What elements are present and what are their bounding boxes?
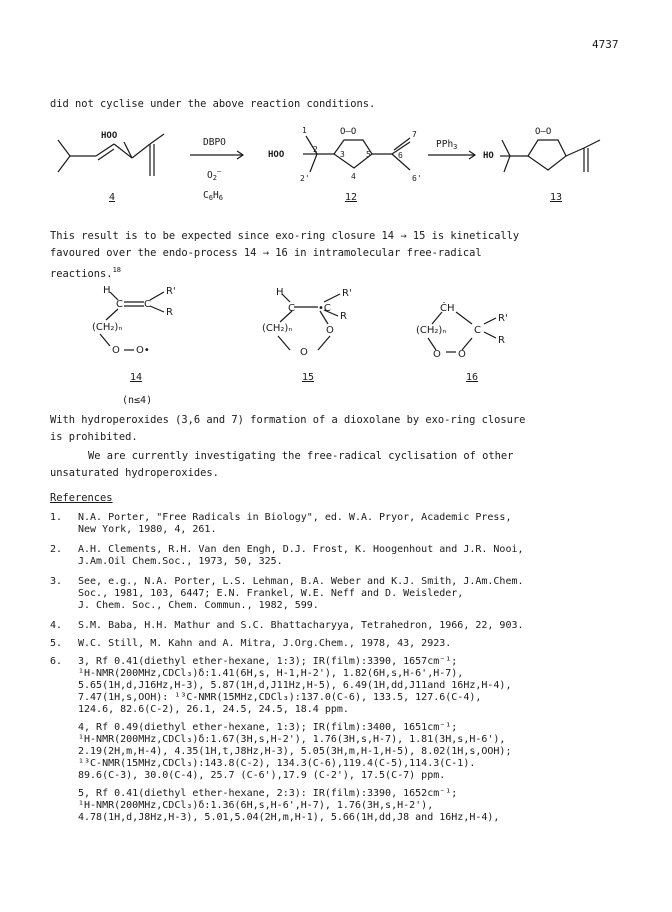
hoo-label-4: HOO <box>101 131 118 141</box>
ref-2-line2: J.Am.Oil Chem.Soc., 1973, 50, 325. <box>78 556 283 567</box>
ref-6-c-line2: ¹H-NMR(200MHz,CDCl₃)δ:1.36(6H,s,H-6',H-7), 1.76(3H,s,H-2'), <box>78 800 434 811</box>
s14-rp: R' <box>166 286 176 297</box>
s16-c: C <box>474 325 481 336</box>
s14-r: R <box>166 307 173 318</box>
position-5: 5 <box>366 150 371 159</box>
compound-label-13: 13 <box>550 192 563 203</box>
s15-r: R <box>340 311 347 322</box>
ref-3-line2: Soc., 1981, 103, 6447; E.N. Frankel, W.E. Neff and D. Weisleder, <box>78 588 464 599</box>
s14-o2: O• <box>136 345 150 356</box>
ref-1-number: 1. <box>50 512 63 523</box>
ref-6-c-line1: 5, Rf 0.41(diethyl ether-hexane, 2:3): IR(film):3390, 1652cm⁻¹; <box>78 788 458 799</box>
para2-line3: We are currently investigating the free-radical cyclisation of other <box>88 450 514 462</box>
ref-6-a-line2: ¹H-NMR(200MHz,CDCl₃)δ:1.41(6H,s, H-1,H-2'), 1.82(6H,s,H-6',H-7), <box>78 668 464 679</box>
ref-6-b-line1: 4, Rf 0.49(diethyl ether-hexane, 1:3); IR(film):3400, 1651cm⁻¹; <box>78 722 458 733</box>
para2-line1: With hydroperoxides (3,6 and 7) formation of a dioxolane by exo-ring closure <box>50 414 526 426</box>
ref-3-number: 3. <box>50 576 63 587</box>
ref-6-b-line2: ¹H-NMR(200MHz,CDCl₃)δ:1.67(3H,s,H-2'), 1.76(3H,s,H-7), 1.81(3H,s,H-6'), <box>78 734 506 745</box>
ref-2-number: 2. <box>50 544 63 555</box>
reagent-benzene: $C_6H_6$ <box>203 190 223 202</box>
compound-label-14: 14 <box>130 372 143 383</box>
ref-1-line1: N.A. Porter, "Free Radicals in Biology", ed. W.A. Pryor, Academic Press, <box>78 512 512 523</box>
s14-h: H <box>103 285 111 296</box>
page-number: 4737 <box>592 38 619 51</box>
reagent-dbpo: DBPO <box>203 137 226 148</box>
n-condition: (n≤4) <box>122 395 153 406</box>
s16-r: R <box>498 335 505 346</box>
para2-line2: is prohibited. <box>50 431 138 443</box>
hoo-label-12: HOO <box>268 150 285 160</box>
ref-3-line1: See, e.g., N.A. Porter, L.S. Lehman, B.A. Weber and K.J. Smith, J.Am.Chem. <box>78 576 524 587</box>
ref-6-c-line3: 4.78(1H,d,J8Hz,H-3), 5.01,5.04(2H,m,H-1), 5.66(1H,dd,J8 and 16Hz,H-4), <box>78 812 500 823</box>
position-6: 6 <box>398 151 403 160</box>
s16-ch2n: (CH₂)ₙ <box>416 325 447 336</box>
ho-label-13: HO <box>483 151 494 161</box>
reagent-pph3: PPh$_3$ <box>436 139 458 151</box>
para1-line3: reactions.$^{18}$ <box>50 266 121 280</box>
intro-line: did not cyclise under the above reaction conditions. <box>50 98 376 110</box>
compound-label-15: 15 <box>302 372 315 383</box>
s15-c1: C <box>288 303 295 314</box>
s16-o2: O <box>458 349 466 360</box>
ref-6-a-line4: 7.47(1H,s,OOH): ¹³C-NMR(15MHz,CDCl₃):137.0(C-6), 133.5, 127.6(C-4), <box>78 692 482 703</box>
s15-o1: O <box>326 325 334 336</box>
ref-5-number: 5. <box>50 638 63 649</box>
s16-rp: R' <box>498 313 508 324</box>
para1-line1: This result is to be expected since exo-ring closure 14 → 15 is kinetically <box>50 230 520 242</box>
s15-ch2n: (CH₂)ₙ <box>262 323 293 334</box>
ref-4-number: 4. <box>50 620 63 631</box>
s14-c2: C <box>144 299 151 310</box>
para2-line4: unsaturated hydroperoxides. <box>50 467 219 479</box>
s15-h: H <box>276 287 284 298</box>
s15-c2: •C <box>318 303 331 314</box>
reagent-o2: $O_2^-$ <box>207 167 222 182</box>
compound-label-4: 4 <box>109 192 116 203</box>
ref-6-a-line1: 3, Rf 0.41(diethyl ether-hexane, 1:3); IR(film):3390, 1657cm⁻¹; <box>78 656 458 667</box>
ref-1-line2: New York, 1980, 4, 261. <box>78 524 217 535</box>
position-2-prime: 2' <box>300 174 310 183</box>
ref-6-b-line5: 89.6(C-3), 30.0(C-4), 25.7 (C-6'),17.9 (C-2'), 17.5(C-7) ppm. <box>78 770 446 781</box>
position-3: 3 <box>340 150 345 159</box>
ref-6-b-line3: 2.19(2H,m,H-4), 4.35(1H,t,J8Hz,H-3), 5.05(3H,m,H-1,H-5), 8.02(1H,s,OOH); <box>78 746 512 757</box>
s14-ch2n: (CH₂)ₙ <box>92 322 123 333</box>
ref-6-a-line3: 5.65(1H,d,J16Hz,H-3), 5.87(1H,d,J11Hz,H-5), 6.49(1H,dd,J11and 16Hz,H-4), <box>78 680 512 691</box>
s16-o1: O <box>433 349 441 360</box>
ref-6-a-line5: 124.6, 82.6(C-2), 26.1, 24.5, 24.5, 18.4 ppm. <box>78 704 349 715</box>
position-1: 1 <box>302 126 307 135</box>
ref-4-line1: S.M. Baba, H.H. Mathur and S.C. Bhattacharyya, Tetrahedron, 1966, 22, 903. <box>78 620 524 631</box>
ref-6-number: 6. <box>50 656 63 667</box>
ref-3-line3: J. Chem. Soc., Chem. Commun., 1982, 599. <box>78 600 319 611</box>
s14-c1: C <box>116 299 123 310</box>
s15-rp: R' <box>342 288 352 299</box>
position-6-prime: 6' <box>412 174 422 183</box>
ring-oxygen-13: O–O <box>535 127 552 137</box>
position-7: 7 <box>412 130 417 139</box>
s14-o1: O <box>112 345 120 356</box>
compound-label-16: 16 <box>466 372 479 383</box>
s16-ch: ĊH <box>440 303 455 314</box>
ref-2-line1: A.H. Clements, R.H. Van den Engh, D.J. Frost, K. Hoogenhout and J.R. Nooi, <box>78 544 524 555</box>
ring-oxygen-12: O–O <box>340 127 357 137</box>
para1-line2: favoured over the endo-process 14 → 16 in intramolecular free-radical <box>50 247 482 259</box>
ref-5-line1: W.C. Still, M. Kahn and A. Mitra, J.Org.Chem., 1978, 43, 2923. <box>78 638 452 649</box>
position-4: 4 <box>351 172 356 181</box>
position-2: 2 <box>313 145 318 154</box>
ref-6-b-line4: ¹³C-NMR(15MHz,CDCl₃):143.8(C-2), 134.3(C-6),119.4(C-5),114.3(C-1). <box>78 758 476 769</box>
ref-superscript: 18 <box>112 266 121 274</box>
s15-o2: O <box>300 347 308 358</box>
compound-label-12: 12 <box>345 192 358 203</box>
references-heading: References <box>50 492 113 504</box>
